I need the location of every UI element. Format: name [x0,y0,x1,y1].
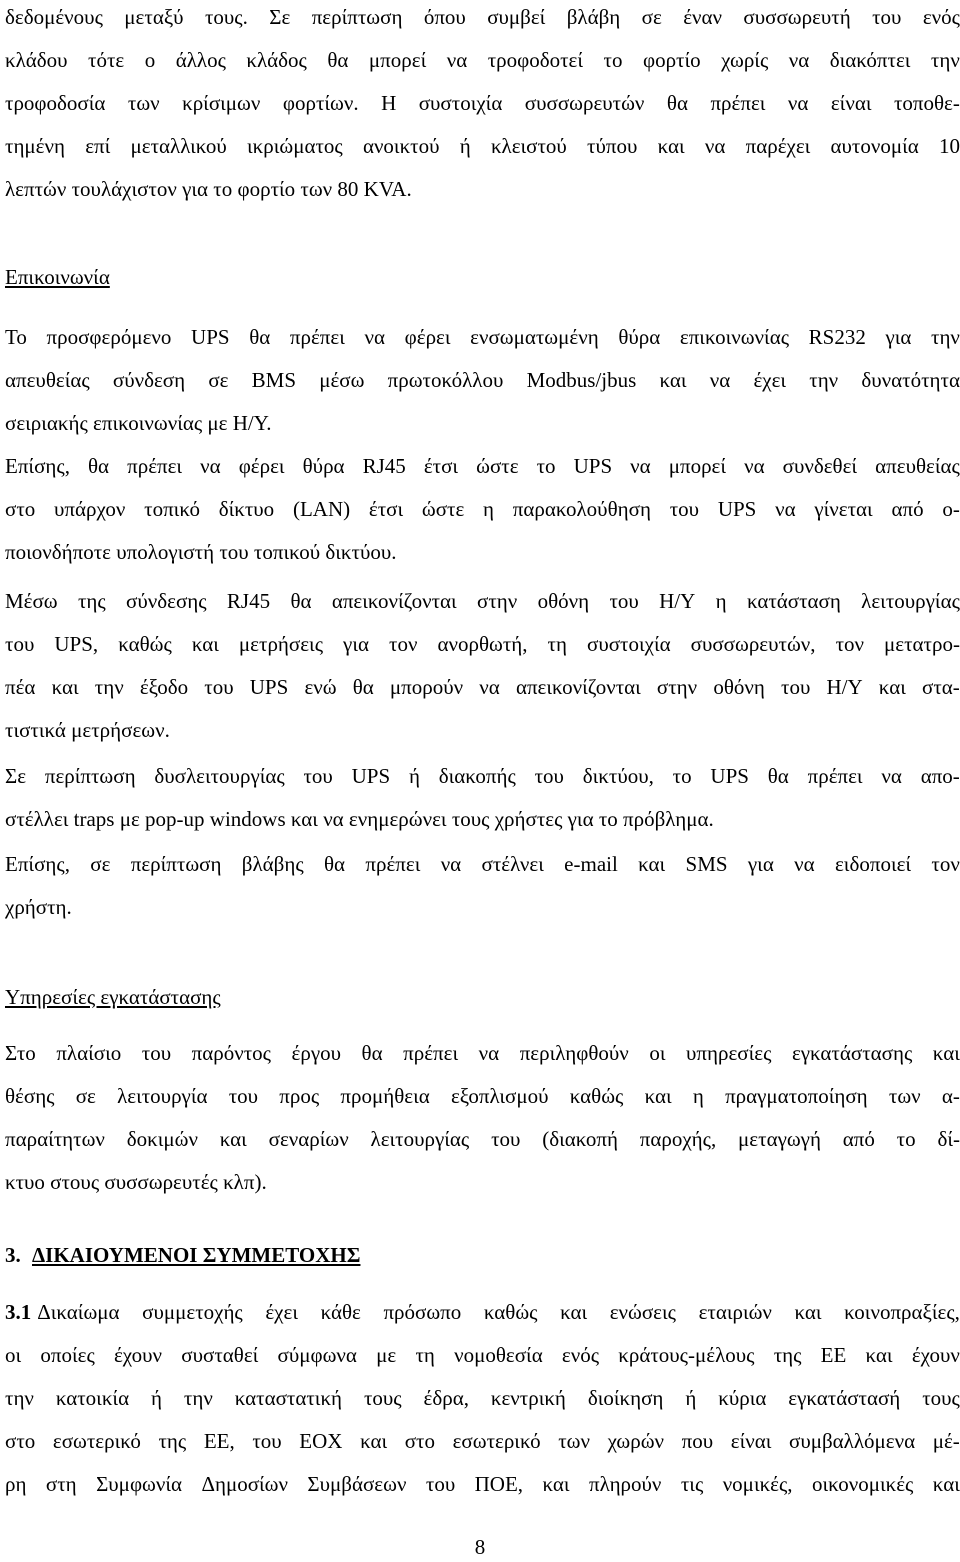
text-line: στο εσωτερικό της ΕΕ, του ΕΟΧ και στο εσωτερικό των χωρών που είναι συμβαλλόμενα μέ- [5,1429,960,1453]
text-line-3-1 [5,1297,960,1327]
subsection-number: 3.1 [5,1300,32,1324]
text-line: Το προσφερόμενο UPS θα πρέπει να φέρει ενσωματωμένη θύρα επικοινωνίας RS232 για την [5,325,960,349]
text-line: οι οποίες έχουν συσταθεί σύμφωνα με τη νομοθεσία ενός κράτους-μέλους της ΕΕ και έχουν [5,1343,960,1367]
text-line: Στο πλαίσιο του παρόντος έργου θα πρέπει να περιληφθούν οι υπηρεσίες εγκατάστασης και [5,1041,960,1065]
text-line: θέσης σε λειτουργία του προς προμήθεια εξοπλισμού καθώς και η πραγματοποίηση των α- [5,1084,960,1108]
text-line: πέα και την έξοδο του UPS ενώ θα μπορούν να απεικονίζονται στην οθόνη του Η/Υ και στα- [5,675,960,699]
text-line: στέλλει traps με pop-up windows και να ενημερώνει τους χρήστες για το πρόβλημα. [5,807,714,831]
text-line: απευθείας σύνδεση σε BMS μέσω πρωτοκόλλου Modbus/jbus και να έχει την δυνατότητα [5,368,960,392]
text-line: τημένη επί μεταλλικού ικριώματος ανοικτού ή κλειστού τύπου και να παρέχει αυτονομία 10 [5,134,960,158]
text-line: τιστικά μετρήσεων. [5,718,170,742]
text-line-rest: Δικαίωμα συμμετοχής έχει κάθε πρόσωπο καθώς και ενώσεις εταιριών και κοινοπραξίες, [37,1300,960,1324]
text-line: τροφοδοσία των κρίσιμων φορτίων. Η συστοιχία συσσωρευτών θα πρέπει να είναι τοποθε- [5,91,960,115]
text-line: Επίσης, θα πρέπει να φέρει θύρα RJ45 έτσι ώστε το UPS να μπορεί να συνδεθεί απευθείας [5,454,960,478]
text-line: χρήστη. [5,895,72,919]
text-line: παραίτητων δοκιμών και σεναρίων λειτουργίας του (διακοπή παροχής, μεταγωγή από το δί- [5,1127,960,1151]
text-line: κλάδου τότε ο άλλος κλάδος θα μπορεί να τροφοδοτεί το φορτίο χωρίς να διακόπτει την [5,48,960,72]
section-3-number: 3. [5,1243,21,1267]
text-line: ποιονδήποτε υπολογιστή του τοπικού δικτύου. [5,540,397,564]
text-line: την κατοικία ή την καταστατική τους έδρα, κεντρική διοίκηση ή κύρια εγκατάστασή τους [5,1386,960,1410]
text-line: Επίσης, σε περίπτωση βλάβης θα πρέπει να στέλνει e-mail και SMS για να ειδοποιεί τον [5,852,960,876]
text-line: δεδομένους μεταξύ τους. Σε περίπτωση όπου συμβεί βλάβη σε έναν συσσωρευτή του ενός [5,5,960,29]
text-line: στο υπάρχον τοπικό δίκτυο (LAN) έτσι ώστε η παρακολούθηση του UPS να γίνεται από ο- [5,497,960,521]
section-3-title: ΔΙΚΑΙΟΥΜΕΝΟΙ ΣΥΜΜΕΤΟΧΗΣ [32,1243,361,1267]
section-heading-installation: Υπηρεσίες εγκατάστασης [5,985,221,1009]
text-line: κτυο στους συσσωρευτές κλπ). [5,1170,267,1194]
text-line: Μέσω της σύνδεσης RJ45 θα απεικονίζονται στην οθόνη του Η/Υ η κατάσταση λειτουργίας [5,589,960,613]
text-line: λεπτών τουλάχιστον για το φορτίο των 80 KVA. [5,177,412,201]
section-3-heading [5,1240,360,1270]
text-line: Σε περίπτωση δυσλειτουργίας του UPS ή διακοπής του δικτύου, το UPS θα πρέπει να απο- [5,764,960,788]
text-line: σειριακής επικοινωνίας με Η/Υ. [5,411,272,435]
text-line: του UPS, καθώς και μετρήσεις για τον ανορθωτή, τη συστοιχία συσσωρευτών, τον μετατρο- [5,632,960,656]
page-number: 8 [474,1535,486,1559]
section-heading-communication: Επικοινωνία [5,265,110,289]
text-line: ρη στη Συμφωνία Δημοσίων Συμβάσεων του ΠΟΕ, και πληρούν τις νομικές, οικονομικές και [5,1472,960,1496]
